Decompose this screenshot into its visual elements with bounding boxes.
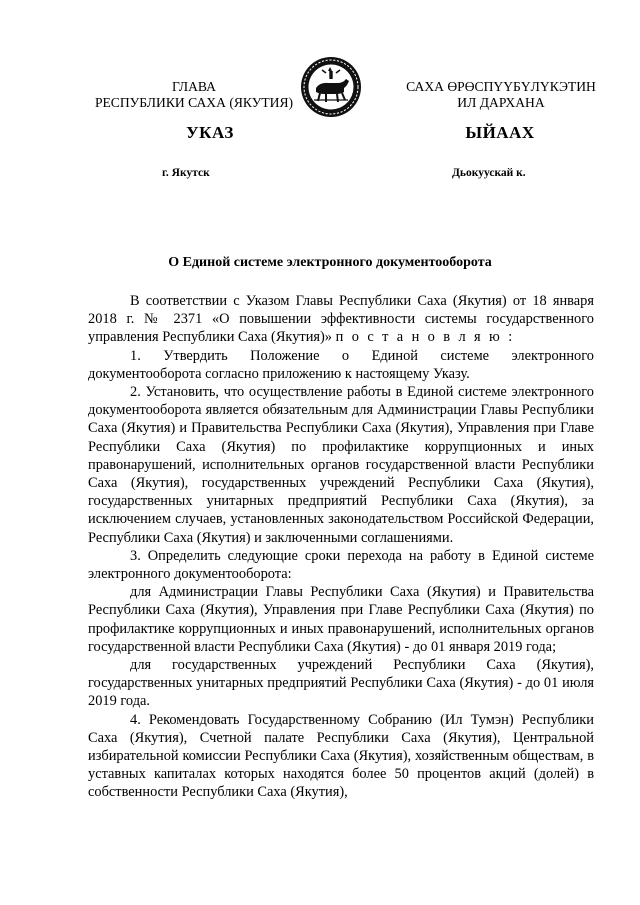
preamble-paragraph (88, 292, 594, 347)
decree-word: п о с т а н о в л я ю : (335, 329, 515, 346)
document-body (88, 292, 594, 802)
header-left-line2: РЕСПУБЛИКИ САХА (ЯКУТИЯ) (94, 95, 294, 110)
header-right-line1: САХА ӨРӨСПҮҮБҮЛҮКЭТИН (406, 79, 596, 94)
paragraph-item-3-sub-2: для государственных учреждений Республики Саха (Якутия), государственных унитарных предприятий Республики Саха (Якутия) - до 01 июля 2019 года. (88, 657, 594, 710)
paragraph-item-3: 3. Определить следующие сроки перехода на работу в Единой системе электронного документооборота: (88, 547, 594, 583)
paragraph-item-1: 1. Утвердить Положение о Единой системе электронного документооборота согласно приложению к настоящему Указу. (88, 347, 594, 382)
header-left-line1: ГЛАВА (172, 79, 216, 94)
header-right (385, 79, 617, 111)
place-yakutsk: г. Якутск (162, 167, 210, 179)
paragraph-item-4: 4. Рекомендовать Государственному Собранию (Ил Тумэн) Республики Саха (Якутия), Счетной палате Республики Саха (Якутия), Центральной избирательной комиссии Республики Саха (Якутия), хозяйственным обществам, в уставных капиталах которых находятся более 50 процентов акций (долей) в собственности Республики Саха (Якутия), (88, 711, 594, 801)
paragraph-item-3-sub-1: для Администрации Главы Республики Саха (Якутия) и Правительства Республики Саха (Якутия), Управления при Главе Республики Саха (Якутия) по профилактике коррупционных и иных правонарушений, исполнительных органов государственной власти Республики Саха (Якутия) - до 01 января 2019 года; (88, 584, 594, 655)
title-yiyaakh: ЫЙААХ (465, 123, 535, 142)
document-title: О Единой системе электронного документооборота (168, 255, 492, 270)
header-left (80, 79, 308, 111)
title-ukaz: УКАЗ (186, 123, 234, 142)
preamble-text: В соответствии с Указом Главы Республики Саха (Якутия) от 18 января 2018 г. № 2371 «О повышении эффективности системы государственного управления Республики Саха (Якутия)» (88, 293, 594, 346)
header-right-line2: ИЛ ДАРХАНА (457, 95, 545, 110)
coat-of-arms-emblem-icon (300, 56, 362, 118)
place-dyokuuskai: Дьокуускай к. (452, 167, 526, 179)
paragraph-item-2: 2. Установить, что осуществление работы в Единой системе электронного документооборота является обязательным для Администрации Главы Республики Саха (Якутия) и Правительства Республики Саха (Якутия), Управления при Главе Республики Саха (Якутия) по профилактике коррупционных и иных правонарушений, исполнительных органов государственной власти Республики Саха (Якутия), государственных учреждений Республики Саха (Якутия), государственных унитарных предприятий Республики Саха (Якутия), за исключением случаев, установленных законодательством Российской Федерации, Республики Саха (Якутия) и заключенными соглашениями. (88, 384, 594, 546)
